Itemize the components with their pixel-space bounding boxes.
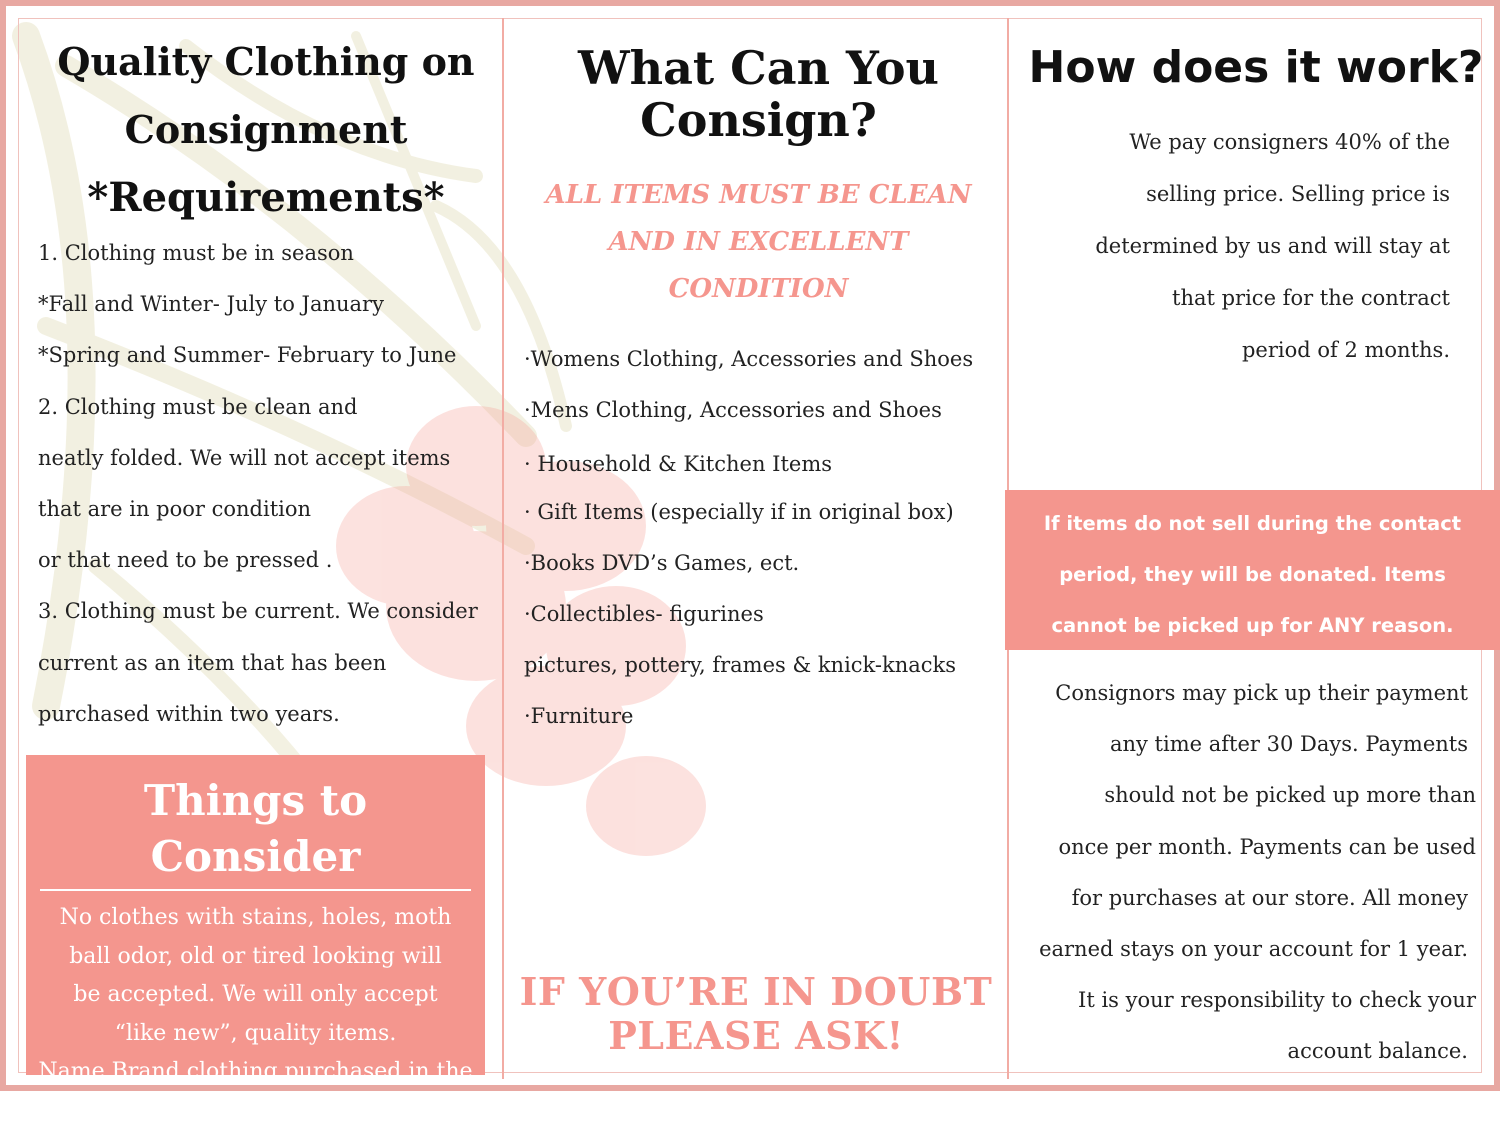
pay-line: period of 2 months. bbox=[1030, 324, 1450, 376]
consign-items-list bbox=[524, 334, 1009, 742]
payment-line: for purchases at our store. All money bbox=[1016, 873, 1486, 924]
requirement-line: *Spring and Summer- February to June bbox=[38, 330, 508, 381]
requirement-line: current as an item that has been bbox=[38, 638, 508, 689]
doubt-callout bbox=[506, 970, 1006, 1058]
requirement-line: 2. Clothing must be clean and bbox=[38, 382, 508, 433]
requirement-line: neatly folded. We will not accept items bbox=[38, 433, 508, 484]
consign-item: · Household & Kitchen Items bbox=[524, 439, 1009, 490]
clean-note-line: CONDITION bbox=[506, 266, 1011, 313]
requirements-title-line: Consignment bbox=[26, 96, 506, 164]
what-can-you-consign-title bbox=[506, 42, 1011, 146]
payment-line: should not be picked up more than bbox=[1016, 770, 1486, 821]
payment-line: earned stays on your account for 1 year. bbox=[1016, 924, 1486, 975]
consign-item: ·Mens Clothing, Accessories and Shoes bbox=[524, 385, 1009, 436]
clean-condition-note bbox=[506, 172, 1011, 313]
pay-line: selling price. Selling price is bbox=[1030, 168, 1450, 220]
donation-notice-box bbox=[1005, 490, 1500, 650]
consign-item: ·Books DVD’s Games, ect. bbox=[524, 538, 1009, 589]
consider-line: “like new”, quality items. bbox=[26, 1015, 485, 1054]
payment-pickup-text bbox=[1016, 668, 1486, 1078]
requirements-title bbox=[26, 28, 506, 232]
pay-terms-text bbox=[1030, 116, 1450, 376]
requirements-list bbox=[38, 228, 508, 740]
clean-note-line: ALL ITEMS MUST BE CLEAN bbox=[506, 172, 1011, 219]
consign-title-line: Consign? bbox=[506, 94, 1011, 146]
requirement-line: 3. Clothing must be current. We consider bbox=[38, 586, 508, 637]
requirement-line: *Fall and Winter- July to January bbox=[38, 279, 508, 330]
donate-line: period, they will be donated. Items bbox=[1005, 549, 1500, 600]
consider-line: No clothes with stains, holes, moth bbox=[26, 899, 485, 938]
payment-line: Consignors may pick up their payment bbox=[1016, 668, 1486, 719]
consider-line: be accepted. We will only accept bbox=[26, 976, 485, 1015]
consign-item: · Gift Items (especially if in original box) bbox=[524, 487, 1009, 538]
pay-line: determined by us and will stay at bbox=[1030, 220, 1450, 272]
consign-item: ·Furniture bbox=[524, 691, 1009, 742]
requirements-title-line: *Requirements* bbox=[26, 164, 506, 232]
consign-title-line: What Can You bbox=[506, 42, 1011, 94]
requirement-line: 1. Clothing must be in season bbox=[38, 228, 508, 279]
requirement-line: or that need to be pressed . bbox=[38, 535, 508, 586]
doubt-line: PLEASE ASK! bbox=[506, 1014, 1006, 1058]
payment-line: account balance. bbox=[1016, 1026, 1486, 1077]
things-to-consider-title: Things to Consider bbox=[40, 773, 471, 891]
consign-item: ·Collectibles- figurines bbox=[524, 589, 1009, 640]
how-does-it-work-title: How does it work? bbox=[1016, 40, 1496, 96]
things-to-consider-body bbox=[26, 899, 485, 1130]
doubt-line: IF YOU’RE IN DOUBT bbox=[506, 970, 1006, 1014]
consign-item: ·Womens Clothing, Accessories and Shoes bbox=[524, 334, 1009, 385]
payment-line: any time after 30 Days. Payments bbox=[1016, 719, 1486, 770]
payment-line: It is your responsibility to check your bbox=[1016, 975, 1486, 1026]
consider-line: last 2 years is in high demand. bbox=[26, 1092, 485, 1130]
clean-note-line: AND IN EXCELLENT bbox=[506, 219, 1011, 266]
payment-line: once per month. Payments can be used bbox=[1016, 822, 1486, 873]
things-to-consider-box bbox=[26, 755, 485, 1075]
consign-item: pictures, pottery, frames & knick-knacks bbox=[524, 640, 1009, 691]
pay-line: We pay consigners 40% of the bbox=[1030, 116, 1450, 168]
requirements-title-line: Quality Clothing on bbox=[26, 28, 506, 96]
consider-line: Name Brand clothing purchased in the bbox=[26, 1053, 485, 1092]
donate-line: cannot be picked up for ANY reason. bbox=[1005, 600, 1500, 651]
consider-line: ball odor, old or tired looking will bbox=[26, 938, 485, 977]
requirement-line: that are in poor condition bbox=[38, 484, 508, 535]
pay-line: that price for the contract bbox=[1030, 272, 1450, 324]
requirement-line: purchased within two years. bbox=[38, 689, 508, 740]
donate-line: If items do not sell during the contact bbox=[1005, 498, 1500, 549]
